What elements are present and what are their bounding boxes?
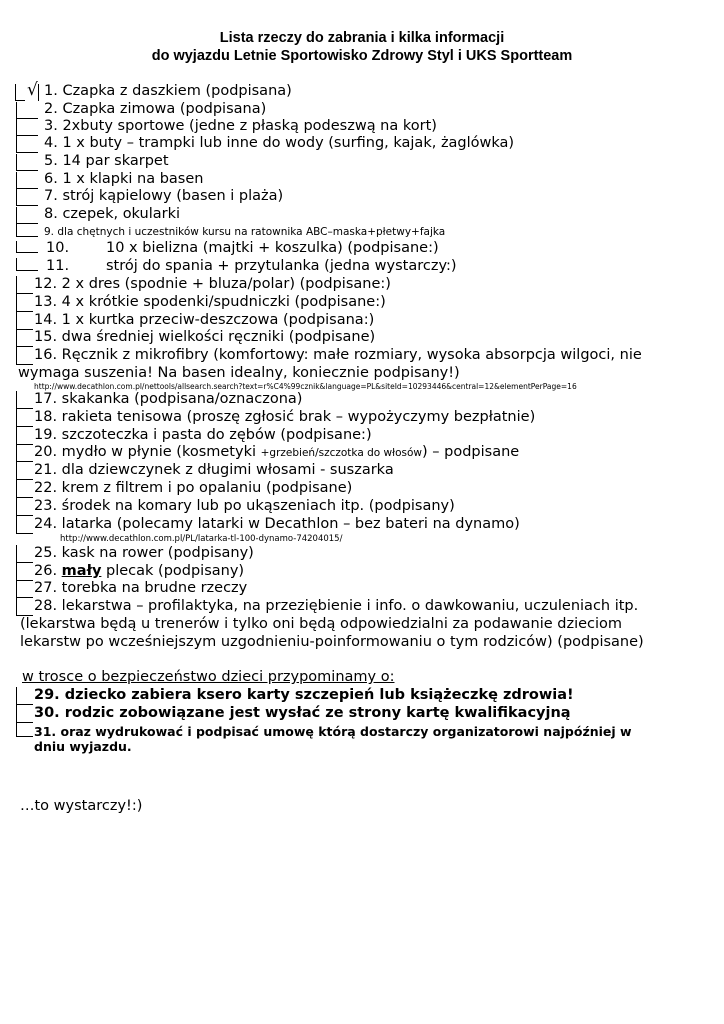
list-item-14: 14. 1 x kurtka przeciw-deszczowa (podpisana:) bbox=[34, 312, 375, 328]
list-item-3: 3. 2xbuty sportowe (jedne z płaską podeszwą na kort) bbox=[44, 118, 437, 134]
list-item-26-number: 26. bbox=[34, 563, 62, 579]
list-item-26 bbox=[34, 563, 244, 580]
checkbox-4[interactable] bbox=[16, 136, 38, 153]
safety-item-30: 30. rodzic zobowiązane jest wysłać ze strony kartę kwalifikacyjną bbox=[34, 705, 571, 721]
checkbox-7[interactable] bbox=[16, 189, 38, 206]
safety-item-29: 29. dziecko zabiera ksero karty szczepień lub książeczkę zdrowia! bbox=[34, 687, 574, 703]
list-item-20-main: 20. mydło w płynie (kosmetyki bbox=[34, 444, 261, 460]
list-item-22: 22. krem z filtrem i po opalaniu (podpisane) bbox=[34, 480, 353, 496]
list-item-23: 23. środek na komary lub po ukąszeniach itp. (podpisany) bbox=[34, 498, 455, 514]
checkbox-28[interactable] bbox=[16, 598, 33, 616]
checkbox-21[interactable] bbox=[16, 462, 33, 480]
checkbox-12[interactable] bbox=[16, 276, 33, 294]
checkbox-24[interactable] bbox=[16, 516, 33, 534]
list-item-20-end: ) – podpisane bbox=[422, 444, 520, 460]
list-item-28: 28. lekarstwa – profilaktyka, na przeziębienie i info. o dawkowaniu, uczuleniach itp. bbox=[34, 598, 639, 614]
checkbox-9[interactable] bbox=[16, 224, 38, 237]
list-item-6: 6. 1 x klapki na basen bbox=[44, 171, 204, 187]
list-item-16-continued: wymaga suszenia! Na basen idealny, koniecznie podpisany!) bbox=[18, 365, 460, 381]
list-item-21: 21. dla dziewczynek z długimi włosami - suszarka bbox=[34, 462, 394, 478]
checkbox-1[interactable] bbox=[15, 84, 25, 101]
list-item-4: 4. 1 x buty – trampki lub inne do wody (surfing, kajak, żaglówka) bbox=[44, 135, 515, 151]
list-item-18: 18. rakieta tenisowa (proszę zgłosić brak – wypożyczymy bezpłatnie) bbox=[34, 409, 536, 425]
checkbox-15[interactable] bbox=[16, 329, 33, 347]
checkbox-20[interactable] bbox=[16, 444, 33, 462]
safety-item-31: 31. oraz wydrukować i podpisać umowę którą dostarczy organizatorowi najpóźniej w bbox=[34, 724, 632, 739]
list-item-24: 24. latarka (polecamy latarki w Decathlon – bez bateri na dynamo) bbox=[34, 516, 520, 532]
list-item-2: 2. Czapka zimowa (podpisana) bbox=[44, 101, 267, 117]
checkbox-3[interactable] bbox=[16, 119, 38, 136]
list-item-17: 17. skakanka (podpisana/oznaczona) bbox=[34, 391, 303, 407]
list-item-15: 15. dwa średniej wielkości ręczniki (podpisane) bbox=[34, 329, 376, 345]
list-item-11-number: 11. bbox=[46, 258, 70, 274]
checkbox-13[interactable] bbox=[16, 294, 33, 312]
page-title: Lista rzeczy do zabrania i kilka informacji bbox=[219, 30, 505, 46]
list-item-11: strój do spania + przytulanka (jedna wystarczy:) bbox=[106, 258, 457, 274]
list-item-16: 16. Ręcznik z mikrofibry (komfortowy: małe rozmiary, wysoka absorpcja wilgoci, nie bbox=[34, 347, 642, 363]
safety-item-31-continued: dniu wyjazdu. bbox=[34, 739, 132, 754]
list-item-12: 12. 2 x dres (spodnie + bluza/polar) (podpisane:) bbox=[34, 276, 391, 292]
page-subtitle: do wyjazdu Letnie Sportowisko Zdrowy Styl i UKS Sportteam bbox=[151, 48, 573, 64]
list-item-7: 7. strój kąpielowy (basen i plaża) bbox=[44, 188, 284, 204]
checkbox-25[interactable] bbox=[16, 545, 33, 563]
checkbox-10[interactable] bbox=[16, 241, 38, 253]
list-item-26-text: plecak (podpisany) bbox=[101, 563, 245, 579]
checkbox-30[interactable] bbox=[16, 705, 33, 723]
check-mark-icon: √ bbox=[27, 80, 38, 100]
list-item-13: 13. 4 x krótkie spodenki/spudniczki (podpisane:) bbox=[34, 294, 386, 310]
checkbox-11[interactable] bbox=[16, 258, 38, 271]
list-item-20 bbox=[34, 444, 519, 462]
list-item-25: 25. kask na rower (podpisany) bbox=[34, 545, 254, 561]
checkbox-19[interactable] bbox=[16, 427, 33, 445]
checkbox-5[interactable] bbox=[16, 154, 38, 171]
list-item-19: 19. szczoteczka i pasta do zębów (podpisane:) bbox=[34, 427, 372, 443]
list-item-26-emphasis: mały bbox=[61, 563, 102, 579]
list-item-28-continued-1: (lekarstwa będą u trenerów i tylko oni będą odpowiedzialni za podawanie dzieciom bbox=[20, 616, 623, 632]
checkbox-26[interactable] bbox=[16, 563, 33, 581]
closing-text: …to wystarczy!:) bbox=[20, 798, 143, 814]
checkbox-18[interactable] bbox=[16, 409, 33, 427]
list-item-10-number: 10. bbox=[46, 240, 70, 256]
checkbox-16[interactable] bbox=[16, 347, 33, 365]
checkbox-14[interactable] bbox=[16, 312, 33, 330]
list-item-5: 5. 14 par skarpet bbox=[44, 153, 169, 169]
list-item-27: 27. torebka na brudne rzeczy bbox=[34, 580, 248, 596]
checkbox-2[interactable] bbox=[16, 102, 38, 119]
checkbox-23[interactable] bbox=[16, 498, 33, 516]
list-item-9: 9. dla chętnych i uczestników kursu na ratownika ABC–maska+płetwy+fajka bbox=[44, 226, 446, 238]
checkbox-8[interactable] bbox=[16, 207, 38, 224]
decathlon-flashlight-link[interactable]: http://www.decathlon.com.pl/PL/latarka-tl-100-dynamo-74204015/ bbox=[60, 534, 343, 544]
list-item-28-continued-2: lekarstw po wcześniejszym uzgodnieniu-poinformowaniu o tym rodziców) (podpisane) bbox=[20, 634, 644, 650]
checkbox-27[interactable] bbox=[16, 580, 33, 598]
decathlon-towel-link[interactable]: http://www.decathlon.com.pl/nettools/allsearch.search?text=r%C4%99cznik&language=PL&siteId=10293446&central=12&elementPerPage=16 bbox=[34, 382, 577, 391]
list-item-20-small: +grzebień/szczotka do włosów bbox=[260, 447, 422, 459]
checkbox-31[interactable] bbox=[16, 723, 33, 737]
list-item-8: 8. czepek, okularki bbox=[44, 206, 181, 222]
list-item-10: 10 x bielizna (majtki + koszulka) (podpisane:) bbox=[106, 240, 439, 256]
checkbox-6[interactable] bbox=[16, 172, 38, 189]
checkbox-29[interactable] bbox=[16, 687, 33, 705]
list-item-1: 1. Czapka z daszkiem (podpisana) bbox=[44, 83, 292, 99]
checkbox-22[interactable] bbox=[16, 480, 33, 498]
safety-intro: w trosce o bezpieczeństwo dzieci przypominamy o: bbox=[22, 669, 395, 685]
checkbox-17[interactable] bbox=[16, 391, 33, 409]
